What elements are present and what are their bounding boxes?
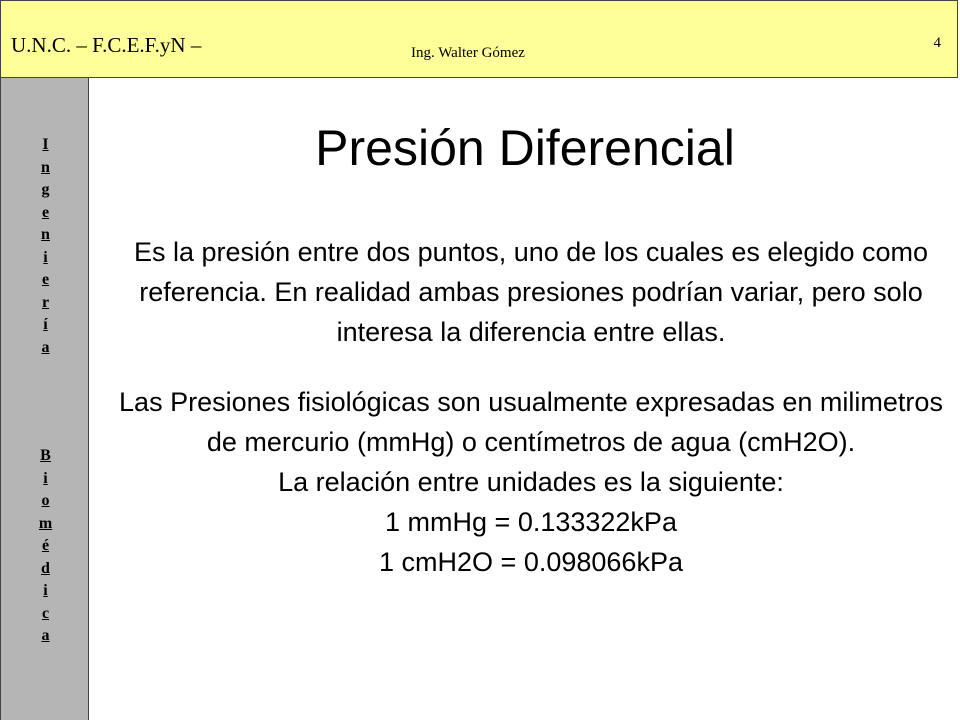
- sidebar-letter: a: [41, 627, 50, 644]
- sidebar-letter: c: [41, 604, 50, 622]
- conversion-cmh2o: 1 cmH2O = 0.098066kPa: [379, 547, 683, 577]
- sidebar-letter: i: [43, 582, 48, 599]
- sidebar-letter: é: [41, 537, 50, 554]
- sidebar-letter: i: [43, 469, 48, 487]
- header-bar: [0, 0, 958, 78]
- sidebar-letter: í: [43, 316, 48, 333]
- sidebar-letter: d: [41, 559, 50, 577]
- conversion-mmhg: 1 mmHg = 0.133322kPa: [385, 507, 677, 537]
- author-label: Ing. Walter Gómez: [411, 45, 525, 61]
- sidebar-letter: r: [41, 293, 50, 311]
- sidebar-letter: g: [41, 181, 50, 198]
- sidebar-letter: i: [43, 248, 48, 266]
- sidebar: [0, 78, 89, 720]
- sidebar-letter: m: [38, 514, 53, 532]
- page-number: 4: [933, 35, 941, 51]
- sidebar-letter: e: [41, 203, 50, 221]
- sidebar-letter: e: [41, 271, 50, 288]
- slide-title: Presión Diferencial: [315, 120, 735, 176]
- sidebar-letter: n: [41, 226, 50, 243]
- units-paragraph: Las Presiones fisiológicas son usualmente expresadas en milimetros de mercurio (mmHg) o centímetros de agua (cmH2O).: [119, 387, 943, 457]
- sidebar-letter: n: [41, 158, 50, 176]
- sidebar-letter: o: [41, 492, 50, 509]
- sidebar-letter: a: [41, 338, 50, 356]
- relation-line: La relación entre unidades es la siguiente:: [278, 467, 784, 497]
- institution-label: U.N.C. – F.C.E.F.yN –: [11, 33, 202, 57]
- sidebar-word-biomedica: [1, 445, 90, 648]
- slide-body: [118, 232, 944, 582]
- sidebar-letter: I: [42, 136, 49, 153]
- sidebar-word-ingenieria: [1, 134, 90, 359]
- definition-paragraph: Es la presión entre dos puntos, uno de los cuales es elegido como referencia. En realidad ambas presiones podrían variar, pero solo interesa la diferencia entre ellas.: [134, 237, 928, 347]
- sidebar-letter: B: [40, 447, 51, 464]
